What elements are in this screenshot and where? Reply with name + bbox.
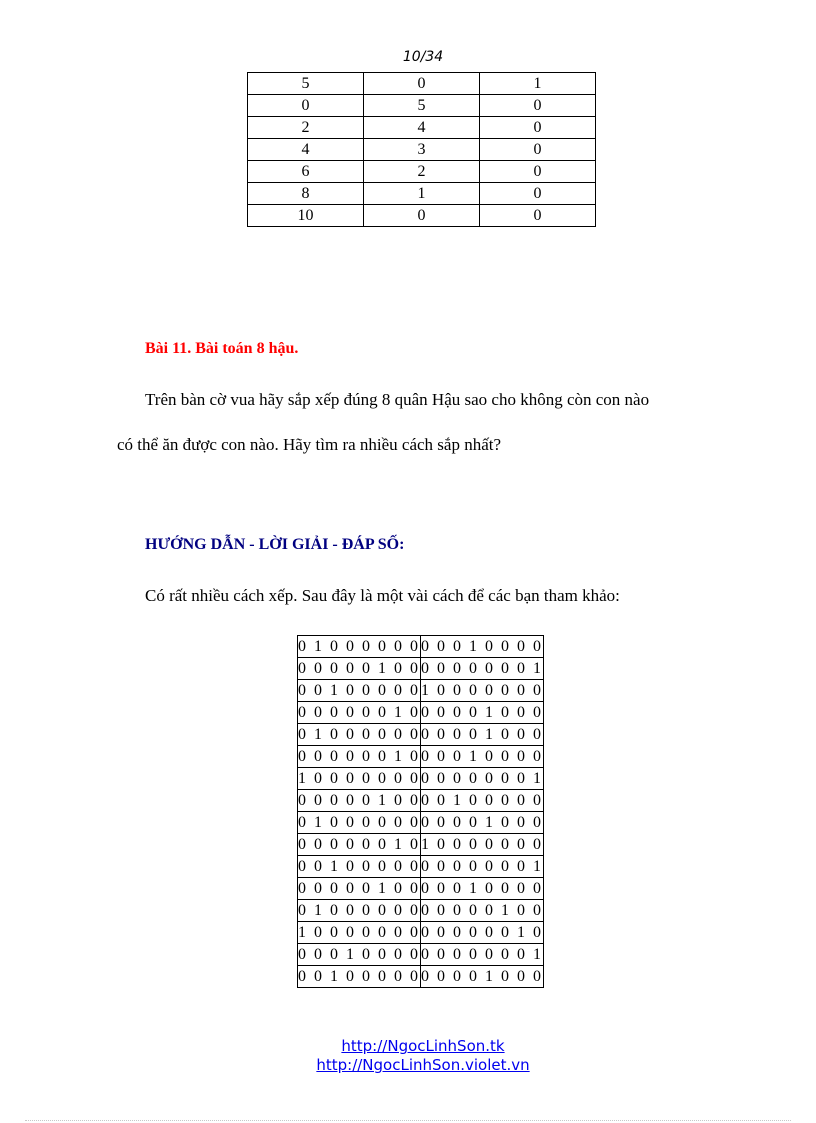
table-cell: 0 0 0 0 0 0 0 1	[421, 944, 544, 966]
table-cell: 0	[480, 117, 596, 139]
table-cell: 0 0 0 0 0 0 1 0	[298, 834, 421, 856]
table-cell: 0	[480, 161, 596, 183]
table-row	[298, 724, 544, 746]
table-row	[248, 205, 596, 227]
table-row	[298, 636, 544, 658]
table-cell: 0	[480, 183, 596, 205]
table-row	[298, 790, 544, 812]
table-cell: 0 0 1 0 0 0 0 0	[298, 856, 421, 878]
table-row	[298, 966, 544, 988]
table-cell: 1	[480, 73, 596, 95]
table-cell: 0	[364, 205, 480, 227]
table-row	[298, 746, 544, 768]
footer-link-violet[interactable]: http://NgocLinhSon.violet.vn	[316, 1056, 530, 1074]
table-cell: 0	[480, 139, 596, 161]
problem-text-line-1: Trên bàn cờ vua hãy sắp xếp đúng 8 quân Hậu sao cho không còn con nào	[145, 390, 650, 409]
table-row	[248, 73, 596, 95]
table-cell: 0 0 0 0 1 0 0 0	[421, 812, 544, 834]
footer-link-site[interactable]: http://NgocLinhSon.tk	[341, 1037, 505, 1055]
table-cell: 0 0 0 0 0 0 1 0	[421, 922, 544, 944]
queens-solutions-table	[297, 635, 544, 988]
solution-heading: HƯỚNG DẪN - LỜI GIẢI - ĐÁP SỐ:	[145, 536, 405, 553]
table-cell: 5	[248, 73, 364, 95]
table-row	[298, 658, 544, 680]
table-cell: 0 0 0 0 1 0 0 0	[421, 724, 544, 746]
table-cell: 0	[480, 205, 596, 227]
table-cell: 0 0 0 0 1 0 0 0	[421, 702, 544, 724]
table-cell: 6	[248, 161, 364, 183]
values-table	[247, 72, 596, 227]
table-row	[248, 139, 596, 161]
table-cell: 5	[364, 95, 480, 117]
table-cell: 0 1 0 0 0 0 0 0	[298, 724, 421, 746]
table-row	[298, 812, 544, 834]
problem-title: Bài 11. Bài toán 8 hậu.	[145, 340, 299, 357]
table-cell: 0 1 0 0 0 0 0 0	[298, 636, 421, 658]
table-cell: 2	[364, 161, 480, 183]
table-cell: 1 0 0 0 0 0 0 0	[298, 922, 421, 944]
table-cell: 1 0 0 0 0 0 0 0	[298, 768, 421, 790]
table-cell: 0 0 1 0 0 0 0 0	[298, 680, 421, 702]
table-cell: 1 0 0 0 0 0 0 0	[421, 680, 544, 702]
table-row	[298, 856, 544, 878]
page-number-header: 10/34	[402, 49, 444, 65]
table-cell: 0 0 0 0 0 1 0 0	[421, 900, 544, 922]
table-cell: 0 0 0 0 0 1 0 0	[298, 790, 421, 812]
page-bottom-divider	[25, 1120, 791, 1121]
table-row	[298, 878, 544, 900]
table-cell: 0 0 1 0 0 0 0 0	[298, 966, 421, 988]
table-row	[298, 702, 544, 724]
table-row	[298, 944, 544, 966]
table-cell: 8	[248, 183, 364, 205]
table-row	[248, 161, 596, 183]
table-cell: 0 0 0 0 0 0 0 1	[421, 658, 544, 680]
table-row	[248, 117, 596, 139]
table-cell: 0 1 0 0 0 0 0 0	[298, 900, 421, 922]
table-row	[298, 900, 544, 922]
table-cell: 0 1 0 0 0 0 0 0	[298, 812, 421, 834]
table-cell: 2	[248, 117, 364, 139]
table-cell: 3	[364, 139, 480, 161]
table-row	[298, 834, 544, 856]
table-cell: 0 0 0 1 0 0 0 0	[298, 944, 421, 966]
problem-text-line-2: có thể ăn được con nào. Hãy tìm ra nhiều cách sắp nhất?	[117, 435, 502, 454]
table-cell: 4	[248, 139, 364, 161]
table-cell: 0 0 0 1 0 0 0 0	[421, 746, 544, 768]
table-cell: 0 0 0 0 0 1 0 0	[298, 878, 421, 900]
table-cell: 0 0 1 0 0 0 0 0	[421, 790, 544, 812]
table-cell: 0 0 0 1 0 0 0 0	[421, 878, 544, 900]
table-cell: 0 0 0 1 0 0 0 0	[421, 636, 544, 658]
table-cell: 10	[248, 205, 364, 227]
table-row	[248, 183, 596, 205]
table-cell: 0	[248, 95, 364, 117]
table-cell: 0 0 0 0 0 1 0 0	[298, 658, 421, 680]
table-cell: 1	[364, 183, 480, 205]
table-cell: 0	[364, 73, 480, 95]
table-cell: 0	[480, 95, 596, 117]
table-row	[298, 768, 544, 790]
table-cell: 1 0 0 0 0 0 0 0	[421, 834, 544, 856]
table-cell: 0 0 0 0 1 0 0 0	[421, 966, 544, 988]
table-cell: 0 0 0 0 0 0 0 1	[421, 768, 544, 790]
table-row	[298, 922, 544, 944]
table-cell: 4	[364, 117, 480, 139]
table-cell: 0 0 0 0 0 0 0 1	[421, 856, 544, 878]
table-row	[298, 680, 544, 702]
table-cell: 0 0 0 0 0 0 1 0	[298, 702, 421, 724]
table-row	[248, 95, 596, 117]
table-cell: 0 0 0 0 0 0 1 0	[298, 746, 421, 768]
solution-intro: Có rất nhiều cách xếp. Sau đây là một vài cách để các bạn tham khảo:	[145, 586, 620, 605]
